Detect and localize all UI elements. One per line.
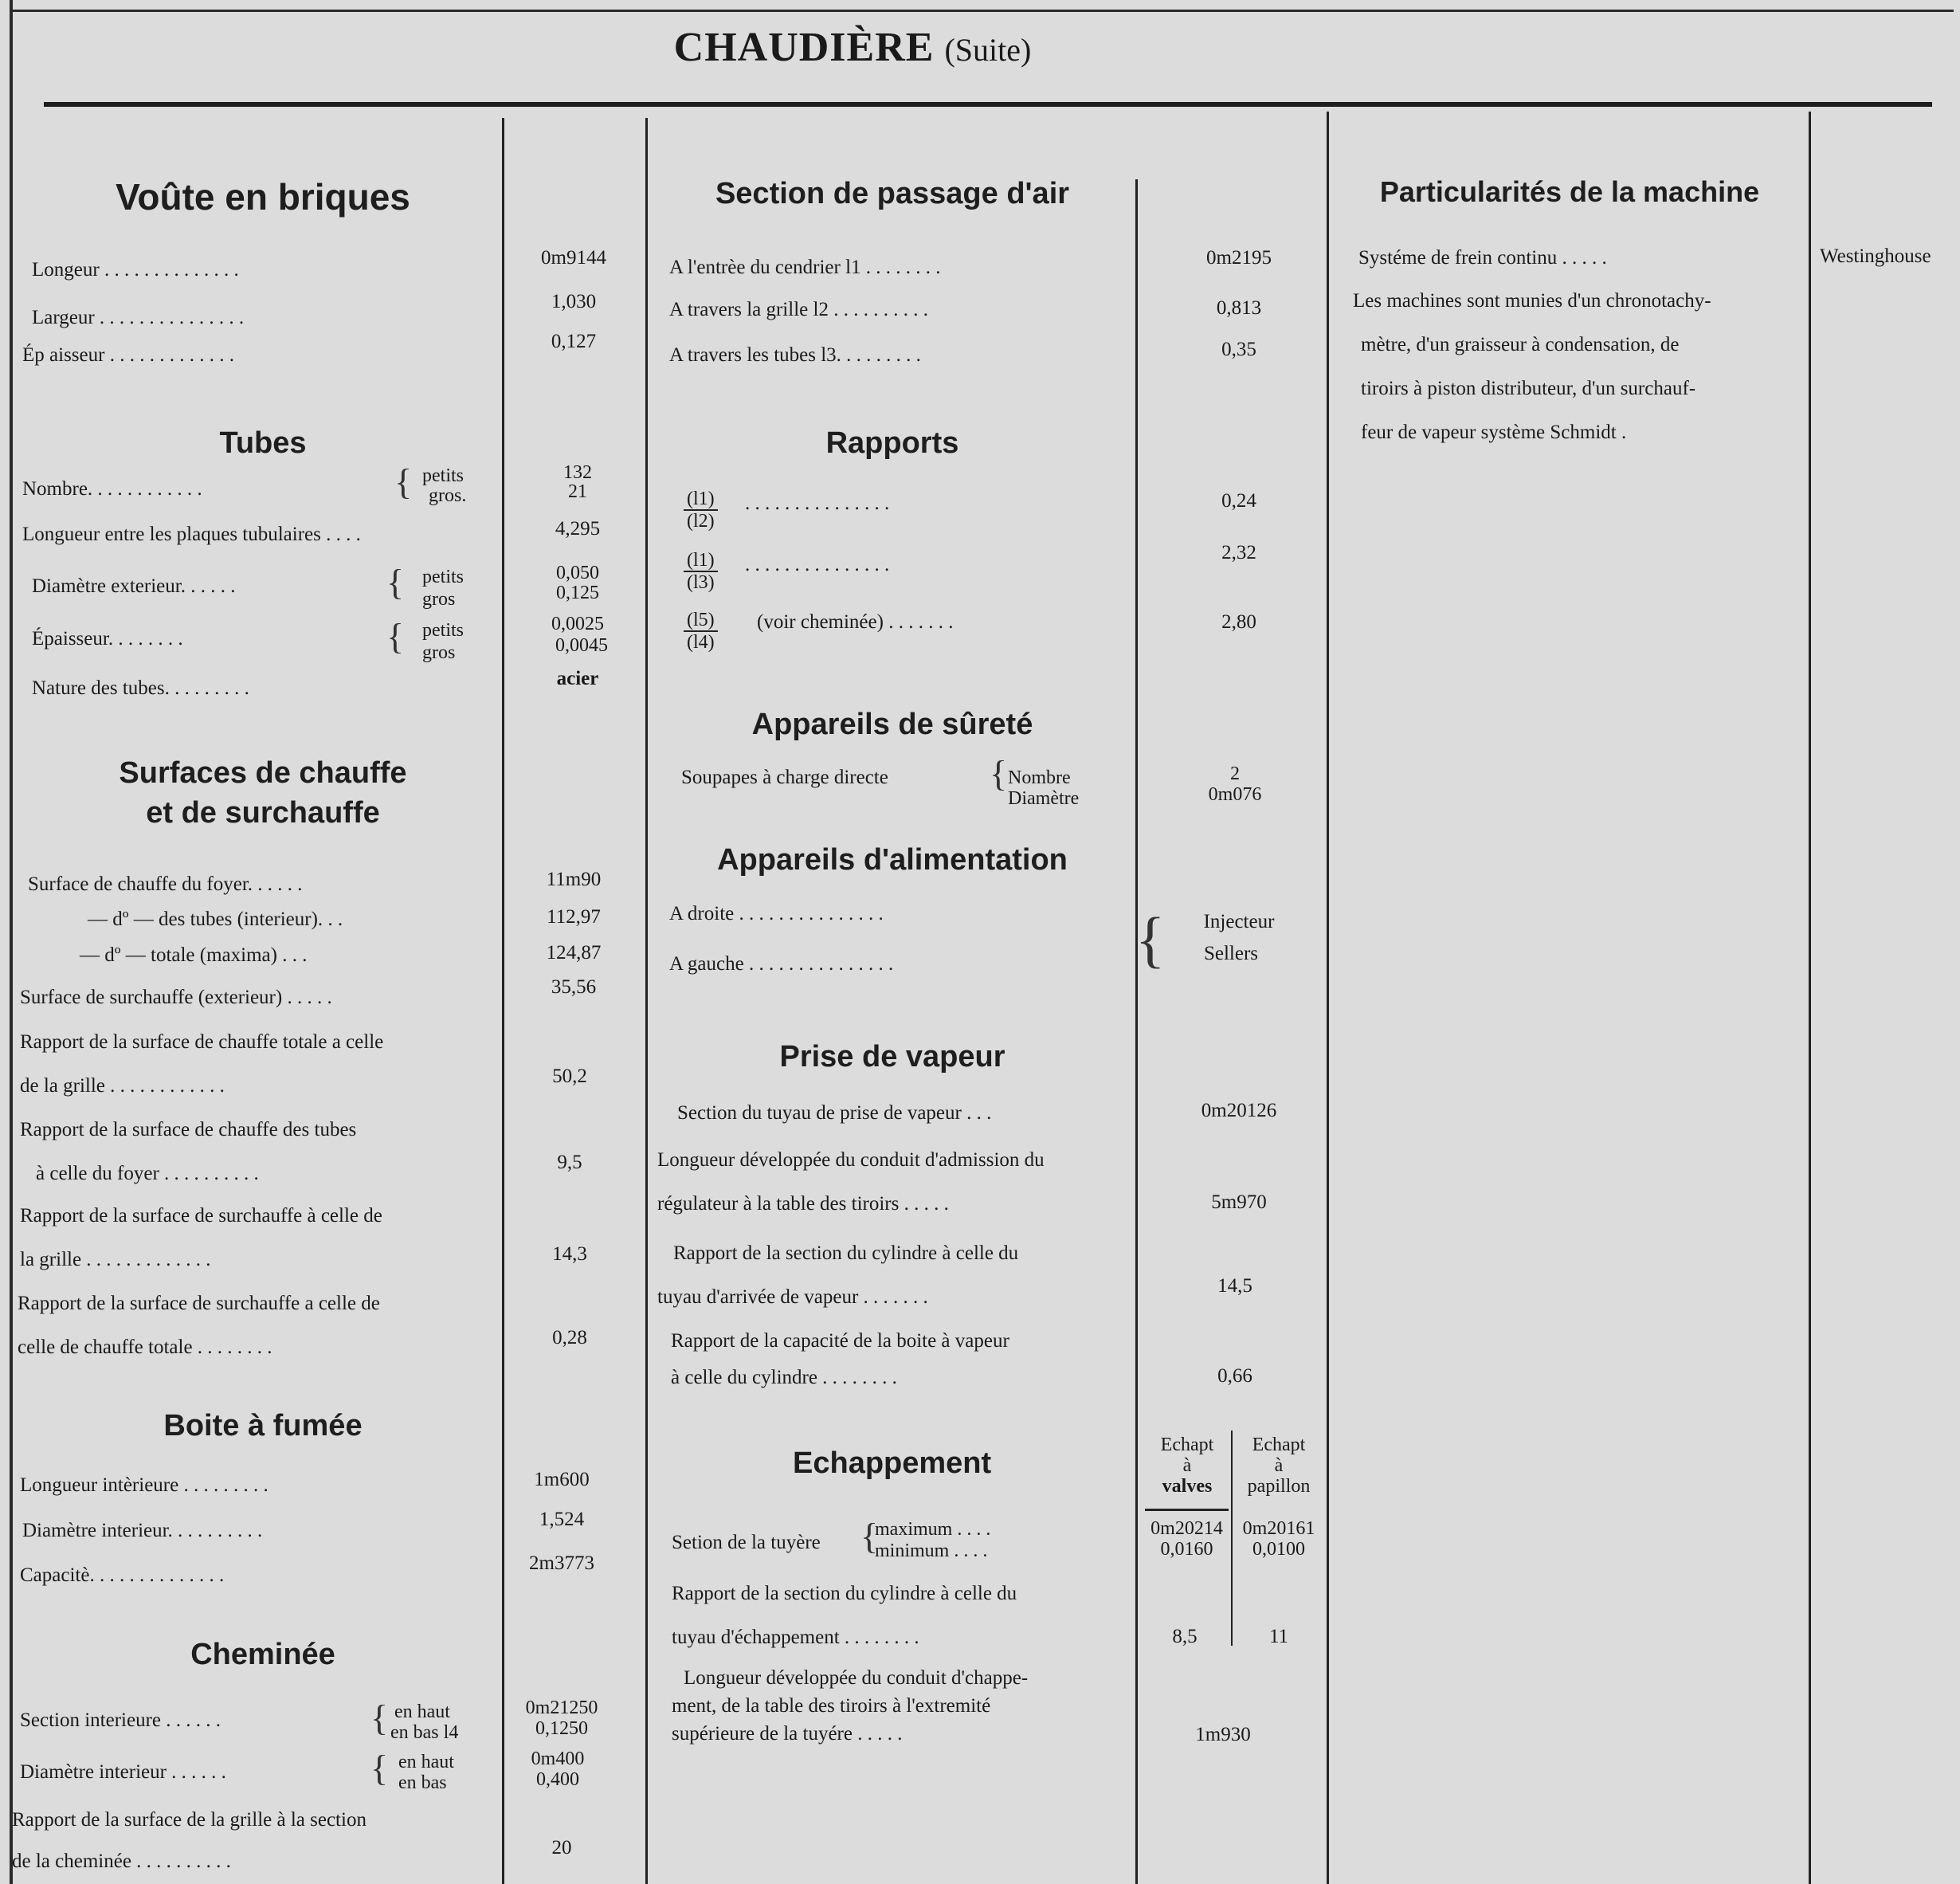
surf-foyer-label: Surface de chauffe du foyer. . . . . . xyxy=(28,873,303,895)
surf-surchauffe-value: 35,56 xyxy=(551,976,597,998)
prise-r1-label: Section du tuyau de prise de vapeur . . . xyxy=(677,1102,992,1124)
col-rule-3 xyxy=(1135,179,1138,1884)
prise-r2-value: 5m970 xyxy=(1211,1191,1267,1213)
surf-rapport3 xyxy=(20,1194,382,1282)
prise-r4-a: Rapport de la capacité de la boite à vapeur xyxy=(671,1330,1009,1352)
chem-diametre-v2: 0,400 xyxy=(536,1769,579,1790)
air-tubes-label: A travers les tubes l3. . . . . . . . . xyxy=(669,344,921,366)
chem-rapport-b: de la cheminée . . . . . . . . . . xyxy=(12,1851,231,1872)
particularites-line-4: feur de vapeur système Schmidt . xyxy=(1361,422,1627,443)
frame-left-rule xyxy=(10,0,13,1884)
col-rule-2 xyxy=(645,118,648,1884)
surete-opt2: Diamètre xyxy=(1008,788,1080,809)
surf-rapport2-b: à celle du foyer . . . . . . . . . . xyxy=(36,1163,259,1184)
rapport1-num: (l1) xyxy=(684,489,718,511)
brace: { xyxy=(990,753,1008,794)
boite-diametre-label: Diamètre interieur. . . . . . . . . . xyxy=(22,1520,263,1541)
brace: { xyxy=(860,1516,879,1556)
air-tubes-value: 0,35 xyxy=(1221,339,1256,360)
echap-longueur-b: ment, de la table des tiroirs à l'extremité xyxy=(672,1695,991,1717)
echap-longueur-a: Longueur développée du conduit d'chappe- xyxy=(684,1667,1029,1689)
voute-epaisseur-label: Ép aisseur . . . . . . . . . . . . . xyxy=(22,344,234,366)
chem-section-opt1: en haut xyxy=(394,1701,450,1722)
voute-longeur-label: Longeur . . . . . . . . . . . . . . xyxy=(32,259,239,281)
surfaces-heading-line1: Surfaces de chauffe xyxy=(119,756,407,790)
prise-r4-value: 0,66 xyxy=(1217,1365,1252,1387)
echap-longueur xyxy=(672,1664,1029,1748)
surete-v1: 2 xyxy=(1230,763,1240,784)
echap-longueur-c: supérieure de la tuyére . . . . . xyxy=(672,1723,903,1745)
tubes-nombre-label: Nombre. . . . . . . . . . . . xyxy=(22,478,202,500)
tubes-epaisseur-label: Épaisseur. . . . . . . . xyxy=(32,628,183,650)
surf-rapport1 xyxy=(20,1020,383,1108)
chem-diametre-label: Diamètre interieur . . . . . . xyxy=(20,1761,226,1783)
echap-col2-b: à xyxy=(1274,1455,1284,1476)
chem-section-label: Section interieure . . . . . . xyxy=(20,1709,221,1731)
rapport2-num: (l1) xyxy=(684,550,718,572)
surf-rapport2 xyxy=(20,1108,356,1195)
prise-r3-b: tuyau d'arrivée de vapeur . . . . . . . xyxy=(657,1286,928,1308)
surf-rapport3-a: Rapport de la surface de surchauffe à celle de xyxy=(20,1205,382,1227)
surf-rapport2-a: Rapport de la surface de chauffe des tubes xyxy=(20,1119,357,1140)
brace: { xyxy=(386,562,405,602)
page-title xyxy=(0,24,1705,71)
cheminee-heading: Cheminée xyxy=(190,1638,335,1671)
surete-v2: 0m076 xyxy=(1208,784,1262,805)
echap-col2-c: papillon xyxy=(1247,1476,1311,1497)
rapport3-num: (l5) xyxy=(684,610,718,632)
tubes-diametre-v2: 0,125 xyxy=(556,583,599,603)
tubes-epaisseur-opt2: gros xyxy=(422,642,456,663)
chem-rapport xyxy=(12,1800,367,1882)
boite-capacite-value: 2m3773 xyxy=(529,1552,594,1574)
brace: { xyxy=(386,616,405,657)
tubes-nombre-opt1: petits xyxy=(422,465,464,486)
prise-heading: Prise de vapeur xyxy=(779,1040,1005,1073)
title-main: CHAUDIÈRE xyxy=(673,25,935,70)
surfaces-heading-line2: et de surchauffe xyxy=(146,796,380,830)
rapport3-dots: (voir cheminée) . . . . . . . xyxy=(757,611,954,633)
voute-largeur-value: 1,030 xyxy=(551,291,597,312)
tubes-diametre-opt2: gros xyxy=(422,589,456,610)
boite-longueur-label: Longueur intèrieure . . . . . . . . . xyxy=(20,1474,269,1496)
brace: { xyxy=(394,461,413,502)
voute-largeur-label: Largeur . . . . . . . . . . . . . . . xyxy=(32,307,245,328)
prise-r3 xyxy=(657,1231,1019,1319)
echap-section-label: Setion de la tuyère xyxy=(672,1532,821,1553)
rapport2-value: 2,32 xyxy=(1221,542,1256,563)
echap-rapport-valves: 8,5 xyxy=(1172,1626,1198,1647)
surf-rapport1-a: Rapport de la surface de chauffe totale a celle xyxy=(20,1031,384,1053)
tubes-longueur-value: 4,295 xyxy=(555,518,601,540)
rapport2-den: (l3) xyxy=(687,572,715,593)
surf-rapport4-b: celle de chauffe totale . . . . . . . . xyxy=(18,1336,272,1358)
echap-min-papillon: 0,0100 xyxy=(1252,1539,1305,1560)
rapport2-dots: . . . . . . . . . . . . . . . xyxy=(745,554,890,575)
surf-tubes-value: 112,97 xyxy=(547,906,601,928)
tubes-epaisseur-v2: 0,0045 xyxy=(555,635,608,656)
echap-col2-a: Echapt xyxy=(1252,1435,1306,1455)
tubes-diametre-opt1: petits xyxy=(422,567,464,587)
voute-epaisseur-value: 0,127 xyxy=(551,331,597,352)
tubes-nombre-v1: 132 xyxy=(563,462,592,483)
brace: { xyxy=(370,1748,389,1788)
boite-capacite-label: Capacitè. . . . . . . . . . . . . . xyxy=(20,1564,225,1586)
echap-col1-b: à xyxy=(1182,1455,1192,1476)
voute-heading: Voûte en briques xyxy=(116,176,410,218)
particularites-line-1: Les machines sont munies d'un chronotachy- xyxy=(1353,290,1711,312)
echap-rapport-papillon: 11 xyxy=(1268,1626,1289,1647)
chem-rapport-a: Rapport de la surface de la grille à la section xyxy=(12,1809,367,1831)
prise-r2-b: régulateur à la table des tiroirs . . . . . xyxy=(657,1193,949,1215)
boite-longueur-value: 1m600 xyxy=(534,1469,590,1490)
echap-min-label: minimum . . . . xyxy=(875,1541,988,1561)
echap-rapport xyxy=(672,1572,1017,1659)
rapports-heading: Rapports xyxy=(825,426,959,460)
surf-surchauffe-label: Surface de surchauffe (exterieur) . . . . . xyxy=(20,987,332,1008)
brace: { xyxy=(1135,905,1166,974)
col-rule-4 xyxy=(1327,112,1329,1884)
surete-label: Soupapes à charge directe xyxy=(681,767,888,788)
frein-value: Westinghouse xyxy=(1820,245,1931,267)
tubes-diametre-v1: 0,050 xyxy=(556,563,599,583)
tubes-nombre-opt2: gros. xyxy=(429,485,467,506)
surete-heading: Appareils de sûreté xyxy=(751,708,1033,741)
air-entree-value: 0m2195 xyxy=(1206,247,1272,269)
prise-r4-b: à celle du cylindre . . . . . . . . xyxy=(671,1367,897,1388)
chem-diametre-opt2: en bas xyxy=(398,1772,447,1793)
brace: { xyxy=(370,1698,389,1738)
rapport2-fraction xyxy=(684,550,718,593)
tubes-nature-label: Nature des tubes. . . . . . . . . xyxy=(32,677,249,699)
echap-max-label: maximum . . . . xyxy=(875,1519,991,1540)
air-entree-label: A l'entrèe du cendrier l1 . . . . . . . . xyxy=(669,257,941,278)
prise-r2-a: Longueur développée du conduit d'admission du xyxy=(657,1149,1045,1171)
echap-col1-c: valves xyxy=(1162,1476,1213,1497)
echap-min-valves: 0,0160 xyxy=(1160,1539,1213,1560)
rapport3-den: (l4) xyxy=(687,632,715,653)
surf-rapport1-value: 50,2 xyxy=(552,1066,587,1087)
tubes-longueur-label: Longueur entre les plaques tubulaires . . . . xyxy=(22,524,361,545)
surfaces-heading xyxy=(24,753,502,833)
chem-rapport-value: 20 xyxy=(551,1837,572,1858)
surf-totale-label: — dº — totale (maxima) . . . xyxy=(80,944,308,966)
echappement-heading: Echappement xyxy=(793,1446,992,1480)
rapport1-fraction xyxy=(684,489,718,532)
prise-r3-a: Rapport de la section du cylindre à celle du xyxy=(673,1242,1019,1264)
echap-header-underline xyxy=(1145,1509,1229,1511)
surf-rapport3-b: la grille . . . . . . . . . . . . . xyxy=(20,1249,211,1270)
rapport1-den: (l2) xyxy=(687,511,715,532)
echap-longueur-value: 1m930 xyxy=(1195,1724,1251,1745)
tubes-heading: Tubes xyxy=(219,426,307,460)
surf-rapport4-a: Rapport de la surface de surchauffe a celle de xyxy=(18,1293,380,1314)
col-rule-1 xyxy=(502,118,504,1884)
echap-max-papillon: 0m20161 xyxy=(1242,1518,1315,1539)
chem-section-opt2: en bas l4 xyxy=(390,1722,459,1743)
surf-rapport4-value: 0,28 xyxy=(552,1327,587,1348)
surf-rapport1-b: de la grille . . . . . . . . . . . . xyxy=(20,1075,225,1097)
alim-v1: Injecteur xyxy=(1203,911,1275,932)
chem-section-v1: 0m21250 xyxy=(525,1698,598,1718)
air-grille-value: 0,813 xyxy=(1216,297,1262,319)
rapport3-fraction xyxy=(684,610,718,653)
echap-rapport-b: tuyau d'échappement . . . . . . . . xyxy=(672,1627,919,1648)
prise-r4 xyxy=(671,1323,1009,1396)
surf-rapport2-value: 9,5 xyxy=(557,1152,582,1173)
tubes-nature-value: acier xyxy=(556,668,599,689)
echap-col1-a: Echapt xyxy=(1160,1435,1214,1455)
chem-diametre-v1: 0m400 xyxy=(531,1749,585,1769)
section-air-heading: Section de passage d'air xyxy=(715,177,1070,210)
rapport1-dots: . . . . . . . . . . . . . . . xyxy=(745,493,890,514)
chem-section-v2: 0,1250 xyxy=(535,1718,588,1739)
chem-diametre-opt1: en haut xyxy=(398,1752,454,1772)
tubes-diametre-label: Diamètre exterieur. . . . . . xyxy=(32,575,236,597)
particularites-heading: Particularités de la machine xyxy=(1379,175,1760,208)
echap-rapport-a: Rapport de la section du cylindre à celle du xyxy=(672,1583,1017,1604)
alim-droite-label: A droite . . . . . . . . . . . . . . . xyxy=(669,903,884,924)
tubes-nombre-v2: 21 xyxy=(568,481,587,502)
frame-top-rule xyxy=(10,10,1954,12)
prise-r1-value: 0m20126 xyxy=(1201,1100,1277,1121)
surf-foyer-value: 11m90 xyxy=(546,869,602,890)
surf-tubes-label: — dº — des tubes (interieur). . . xyxy=(88,909,343,930)
boite-diametre-value: 1,524 xyxy=(539,1509,585,1530)
surf-rapport4 xyxy=(18,1282,380,1369)
alimentation-heading: Appareils d'alimentation xyxy=(717,843,1068,877)
rapport1-value: 0,24 xyxy=(1221,490,1256,512)
particularites-line-2: mètre, d'un graisseur à condensation, de xyxy=(1361,334,1680,355)
voute-longeur-value: 0m9144 xyxy=(541,247,606,269)
tubes-epaisseur-v1: 0,0025 xyxy=(551,614,604,634)
surf-rapport3-value: 14,3 xyxy=(552,1243,587,1265)
col-rule-5 xyxy=(1809,112,1811,1884)
title-rule xyxy=(44,102,1932,107)
particularites-text xyxy=(1353,279,1711,454)
surf-totale-value: 124,87 xyxy=(546,942,602,964)
prise-r2 xyxy=(657,1138,1045,1226)
air-grille-label: A travers la grille l2 . . . . . . . . . . xyxy=(669,299,928,320)
boite-heading: Boite à fumée xyxy=(163,1409,363,1442)
alim-v2: Sellers xyxy=(1203,943,1259,964)
particularites-line-3: tiroirs à piston distributeur, d'un surchauf- xyxy=(1361,378,1696,399)
alim-gauche-label: A gauche . . . . . . . . . . . . . . . xyxy=(669,953,894,975)
echap-col2-header xyxy=(1235,1435,1323,1497)
surete-opt1: Nombre xyxy=(1008,767,1071,788)
tubes-epaisseur-opt1: petits xyxy=(422,620,464,641)
rapport3-value: 2,80 xyxy=(1221,611,1256,633)
frein-label: Systéme de frein continu . . . . . xyxy=(1358,247,1607,269)
title-suite: (Suite) xyxy=(944,32,1032,68)
prise-r3-value: 14,5 xyxy=(1217,1275,1252,1297)
echap-col1-header xyxy=(1143,1435,1231,1497)
echap-max-valves: 0m20214 xyxy=(1151,1518,1223,1539)
